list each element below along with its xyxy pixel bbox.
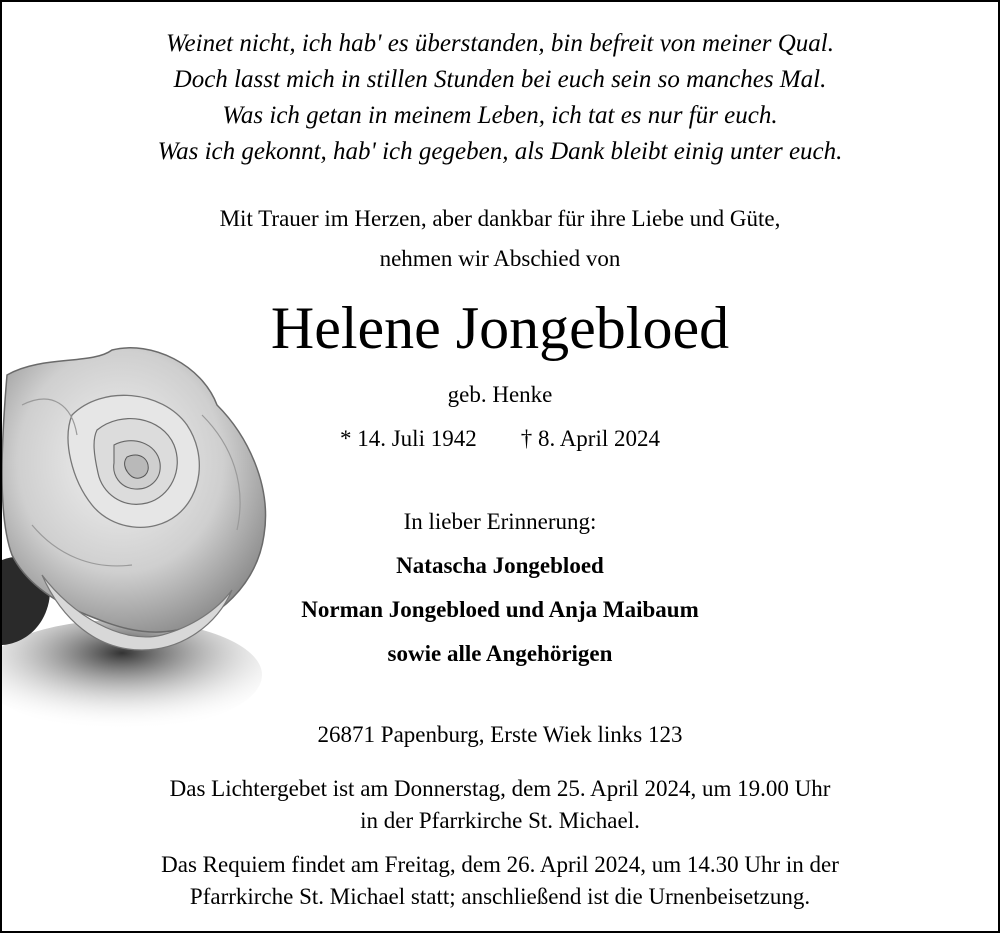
mourner-name: Norman Jongebloed und Anja Maibaum (301, 597, 699, 622)
mourner-name: sowie alle Angehörigen (387, 641, 613, 666)
poem-line: Weinet nicht, ich hab' es überstanden, bin befreit von meiner Qual. (166, 30, 834, 57)
requiem-info: Das Requiem findet am Freitag, dem 26. April 2024, um 14.30 Uhr in der (161, 852, 839, 877)
poem-line: Was ich getan in meinem Leben, ich tat es nur für euch. (222, 102, 778, 129)
mourner-name: Natascha Jongebloed (396, 553, 604, 578)
poem-line: Was ich gekonnt, hab' ich gegeben, als Dank bleibt einig unter euch. (157, 138, 843, 165)
poem-line: Doch lasst mich in stillen Stunden bei euch sein so manches Mal. (173, 66, 827, 93)
birth-date: * 14. Juli 1942 (339, 426, 477, 451)
requiem-info: Pfarrkirche St. Michael statt; anschließend ist die Urnenbeisetzung. (189, 884, 811, 909)
deceased-name: Helene Jongebloed (270, 295, 730, 361)
intro-line: nehmen wir Abschied von (379, 246, 621, 271)
mourners-label: In lieber Erinnerung: (403, 509, 597, 534)
life-dates (2, 426, 998, 452)
prayer-info: Das Lichtergebet ist am Donnerstag, dem 25. April 2024, um 19.00 Uhr (169, 776, 831, 801)
maiden-name: geb. Henke (447, 382, 553, 407)
prayer-info: in der Pfarrkirche St. Michael. (360, 808, 640, 833)
intro-line: Mit Trauer im Herzen, aber dankbar für ihre Liebe und Güte, (219, 206, 781, 231)
address: 26871 Papenburg, Erste Wiek links 123 (317, 722, 683, 747)
death-date: † 8. April 2024 (520, 426, 660, 451)
